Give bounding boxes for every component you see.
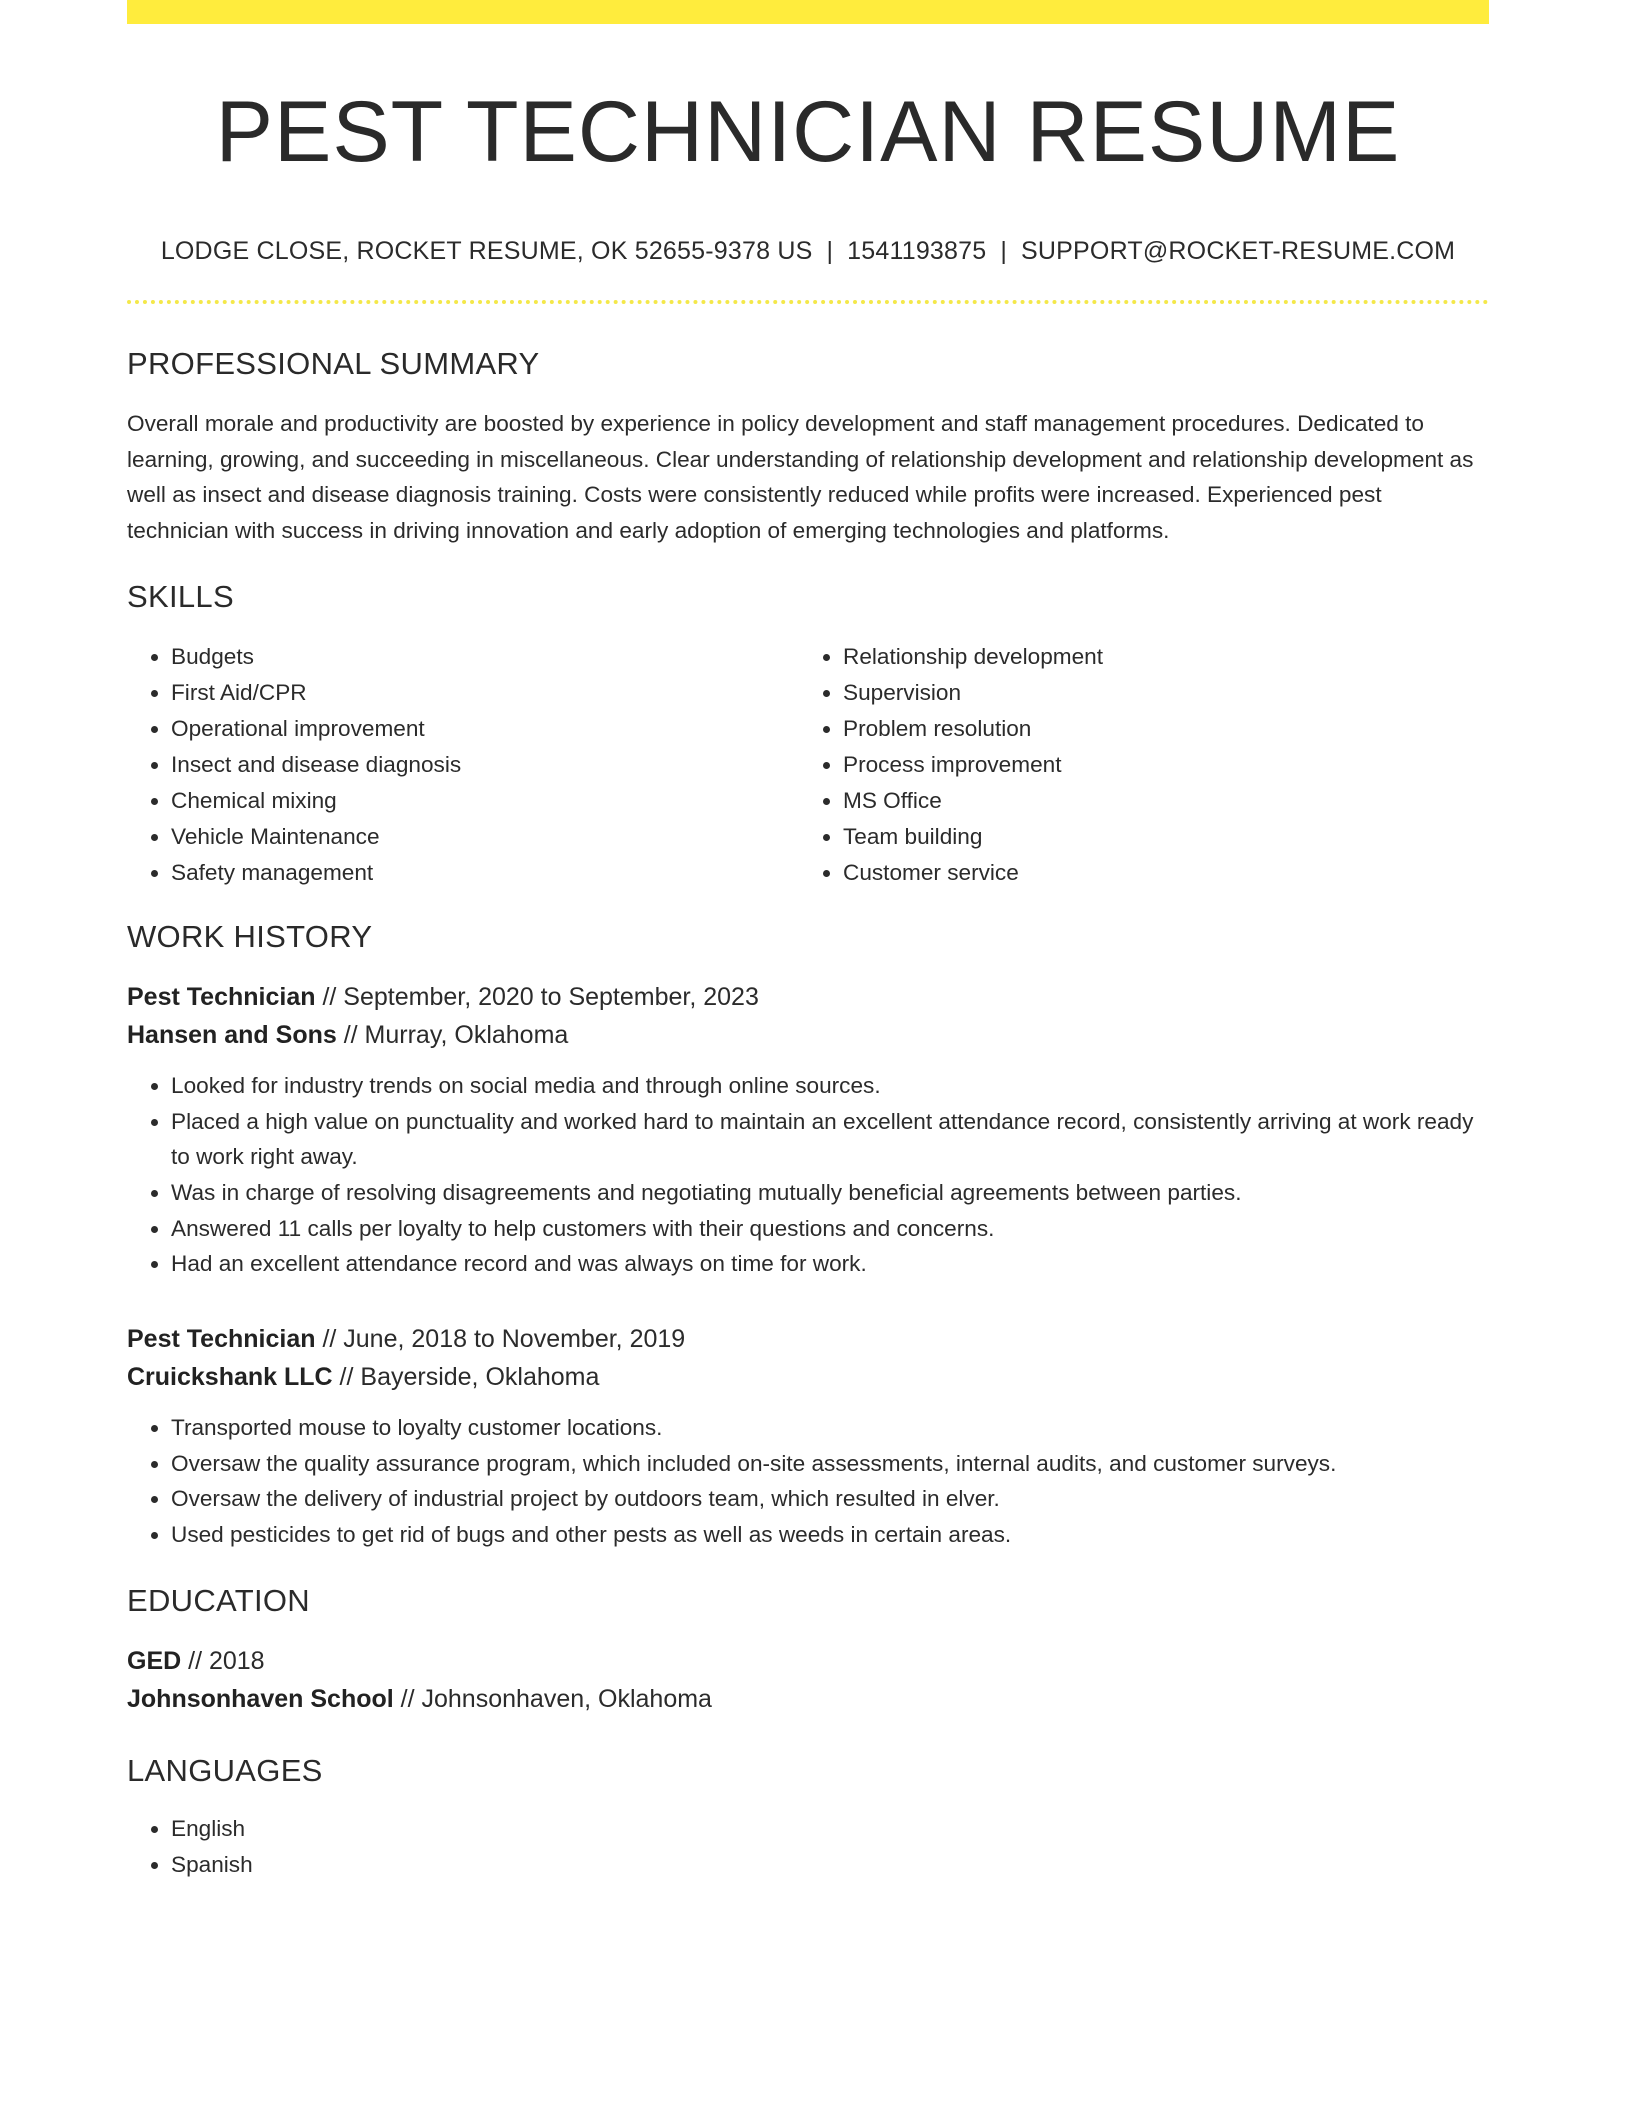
job-bullet: • Transported mouse to loyalty customer locations.	[171, 1410, 1489, 1446]
job-bullet: • Was in charge of resolving disagreements and negotiating mutually beneficial agreements between parties.	[171, 1175, 1489, 1211]
skill-item: • Operational improvement	[171, 711, 799, 747]
job-company: Cruickshank LLC	[127, 1363, 333, 1392]
job-bullet: • Oversaw the quality assurance program, which included on-site assessments, internal audits, and customer surveys.	[171, 1446, 1489, 1482]
degree-year: // 2018	[181, 1646, 265, 1675]
skill-item: • Safety management	[171, 855, 799, 891]
contact-separator: |	[826, 237, 834, 265]
skill-item: • Problem resolution	[843, 711, 1471, 747]
skill-item: • Customer service	[843, 855, 1471, 891]
phone: 1541193875	[847, 237, 987, 265]
job-bullet: • Answered 11 calls per loyalty to help customers with their questions and concerns.	[171, 1211, 1489, 1247]
resume-title: PEST TECHNICIAN RESUME	[215, 84, 1401, 180]
school-name: Johnsonhaven School	[127, 1684, 394, 1713]
job-bullet: • Looked for industry trends on social media and through online sources.	[171, 1068, 1489, 1104]
job-dates: // September, 2020 to September, 2023	[315, 982, 759, 1011]
skill-item: • Chemical mixing	[171, 783, 799, 819]
skill-item: • Relationship development	[843, 639, 1471, 675]
job-bullets	[127, 1410, 1489, 1553]
contact-line	[127, 236, 1489, 266]
email: SUPPORT@ROCKET-RESUME.COM	[1021, 237, 1456, 265]
job-company-line	[127, 1016, 1489, 1054]
job-bullets	[127, 1068, 1489, 1282]
job-role: Pest Technician	[127, 982, 316, 1011]
address: LODGE CLOSE, ROCKET RESUME, OK 52655-9378 US	[160, 237, 813, 265]
job-role-line	[127, 1320, 1489, 1358]
skills-heading: SKILLS	[127, 578, 234, 614]
contact-separator: |	[1000, 237, 1008, 265]
skill-item: • Insect and disease diagnosis	[171, 747, 799, 783]
job-location: // Bayerside, Oklahoma	[332, 1363, 600, 1392]
skills-columns	[127, 639, 1489, 891]
language-item: • Spanish	[171, 1847, 1489, 1883]
dotted-divider	[127, 300, 1489, 304]
language-item: • English	[171, 1811, 1489, 1847]
degree-line	[127, 1642, 1489, 1680]
skills-right-list	[799, 639, 1471, 891]
skill-item: • Team building	[843, 819, 1471, 855]
skill-item: • First Aid/CPR	[171, 675, 799, 711]
job-dates: // June, 2018 to November, 2019	[315, 1325, 686, 1354]
job-company: Hansen and Sons	[127, 1020, 337, 1049]
resume-page	[127, 0, 1489, 1882]
job-bullet: • Oversaw the delivery of industrial project by outdoors team, which resulted in elver.	[171, 1481, 1489, 1517]
job-company-line	[127, 1358, 1489, 1396]
job-bullet: • Had an excellent attendance record and was always on time for work.	[171, 1246, 1489, 1282]
skill-item: • Vehicle Maintenance	[171, 819, 799, 855]
degree: GED	[127, 1646, 182, 1675]
accent-bar	[127, 0, 1489, 24]
skill-item: • Budgets	[171, 639, 799, 675]
job-header	[127, 978, 1489, 1054]
job-role-line	[127, 978, 1489, 1016]
job-bullet: • Placed a high value on punctuality and worked hard to maintain an excellent attendance record, consistently arriving at work ready to work right away.	[171, 1104, 1489, 1175]
work-history-heading: WORK HISTORY	[127, 918, 373, 954]
skills-left-list	[127, 639, 799, 891]
summary-text: Overall morale and productivity are boosted by experience in policy development and staff management procedures. Dedicated to learning, growing, and succeeding in miscellaneous. Clear understanding of relationship development and relationship development as well as insect and disease diagnosis training. Costs were consistently reduced while profits were increased. Experienced pest technician with success in driving innovation and early adoption of emerging technologies and platforms.	[127, 411, 1474, 544]
skill-item: • Supervision	[843, 675, 1471, 711]
summary-heading: PROFESSIONAL SUMMARY	[127, 346, 540, 381]
languages-heading: LANGUAGES	[127, 1752, 323, 1788]
school-line	[127, 1680, 1489, 1718]
languages-list	[127, 1811, 1489, 1882]
school-location: // Johnsonhaven, Oklahoma	[393, 1684, 712, 1713]
job-location: // Murray, Oklahoma	[336, 1020, 569, 1049]
skill-item: • MS Office	[843, 783, 1471, 819]
job-role: Pest Technician	[127, 1325, 316, 1354]
education-entry	[127, 1642, 1489, 1718]
education-heading: EDUCATION	[127, 1582, 310, 1618]
job-bullet: • Used pesticides to get rid of bugs and other pests as well as weeds in certain areas.	[171, 1517, 1489, 1553]
skill-item: • Process improvement	[843, 747, 1471, 783]
job-header	[127, 1320, 1489, 1396]
